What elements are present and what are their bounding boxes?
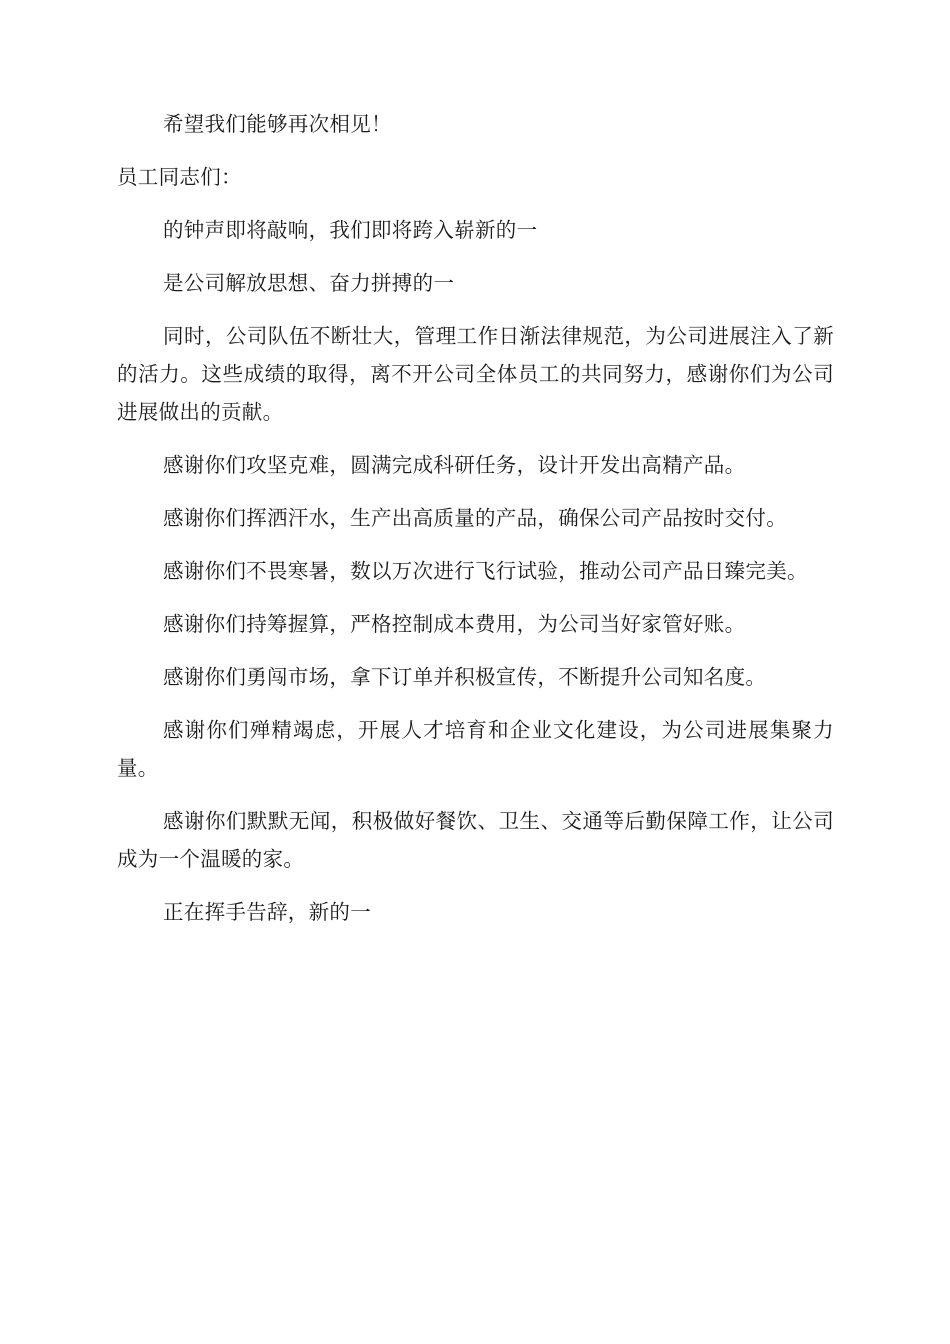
paragraph-thanks-production: 感谢你们挥洒汗水，生产出高质量的产品，确保公司产品按时交付。: [163, 506, 787, 530]
paragraph-thanks-logistics: 感谢你们默默无闻，积极做好餐饮、卫生、交通等后勤保障工作，让公司成为一个温暖的家。: [117, 809, 834, 871]
paragraph-thanks-testing: 感谢你们不畏寒暑，数以万次进行飞行试验，推动公司产品日臻完美。: [163, 559, 808, 583]
document-body: [117, 105, 834, 946]
paragraph-salutation: 员工同志们：: [117, 165, 242, 189]
paragraph-closing: 正在挥手告辞，新的一: [163, 900, 371, 924]
paragraph-bell: 的钟声即将敲响，我们即将跨入崭新的一: [163, 218, 538, 242]
paragraph-growth: 同时，公司队伍不断壮大，管理工作日渐法律规范，为公司进展注入了新的活力。这些成绩的取得，离不开公司全体员工的共同努力，感谢你们为公司进展做出的贡献。: [117, 324, 834, 424]
paragraph-thanks-finance: 感谢你们持筹握算，严格控制成本费用，为公司当好家管好账。: [163, 612, 746, 636]
paragraph-thanks-talent: 感谢你们殚精竭虑，开展人才培育和企业文化建设，为公司进展集聚力量。: [117, 718, 834, 780]
paragraph-farewell: 希望我们能够再次相见！: [163, 112, 392, 136]
paragraph-thanks-market: 感谢你们勇闯市场，拿下订单并积极宣传，不断提升公司知名度。: [163, 665, 767, 689]
paragraph-emancipate: 是公司解放思想、奋力拼搏的一: [163, 271, 455, 295]
paragraph-thanks-research: 感谢你们攻坚克难，圆满完成科研任务，设计开发出高精产品。: [163, 453, 746, 477]
